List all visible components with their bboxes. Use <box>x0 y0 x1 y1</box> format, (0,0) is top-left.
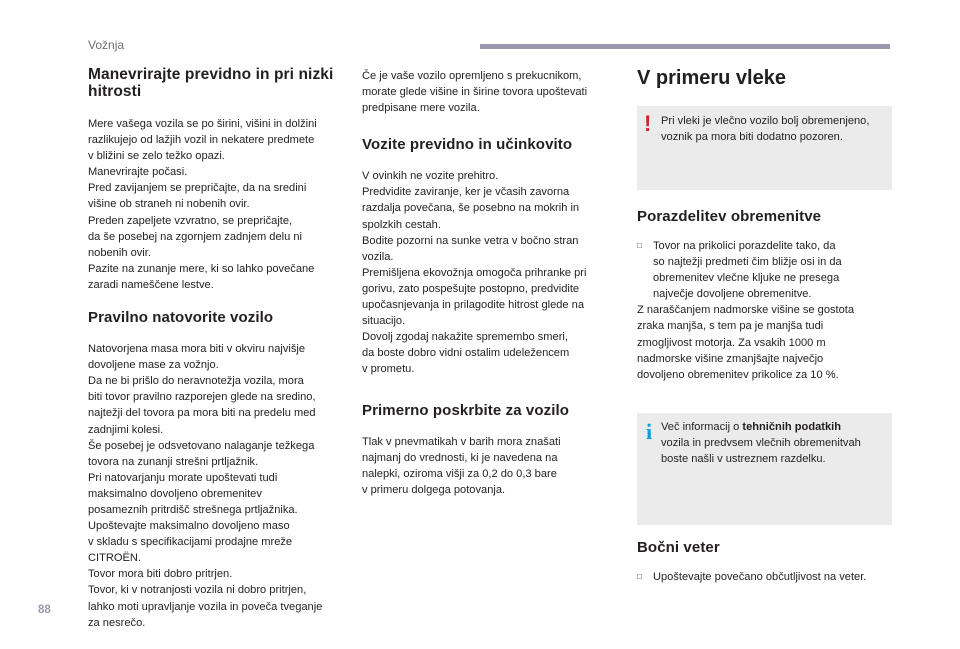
info-box <box>637 413 892 525</box>
list-item <box>637 238 892 302</box>
bullet-load-distribution: Tovor na prikolici porazdelite tako, da so najtežji predmeti čim bližje osi in da obremenitev vlečne kljuke ne presega največje dovoljene obremenitve. <box>653 240 842 301</box>
info-icon: i <box>646 418 653 444</box>
paragraph-drive-carefully: V ovinkih ne vozite prehitro. Predvidite zaviranje, ker je včasih zavorna razdalja povečana, še posebno na mokrih in spolzkih cestah. Bodite pozorni na sunke vetra v bočno stran vozila. Premišljena ekovožnja omogoča prihranke pri gorivu, zato pospešujte postopno, predvidite upočasnjevanja in prilagodite hitrost glede na situacijo. Dovolj zgodaj nakažite spremembo smeri, da boste dobro vidni ostalim udeležencem v prometu. <box>362 170 587 376</box>
page-title: V primeru vleke <box>637 67 786 89</box>
heading-drive-carefully: Vozite previdno in učinkovito <box>362 136 573 154</box>
page-number: 88 <box>38 604 51 616</box>
info-text <box>637 413 892 467</box>
paragraph-maneuver: Mere vašega vozila se po širini, višini in dolžini razlikujejo od lažjih vozil in nekatere predmete v bližini se zelo težko opazi. Manevrirajte počasi. Pred zavijanjem se prepričajte, da na sredini višine ob straneh ni nobenih ovir. Preden zapeljete vzvratno, se prepričajte, da še posebej na zgornjem zadnjem delu ni nobenih ovir. Pazite na zunanje mere, ki so lahko povečane zaradi nameščene lestve. <box>88 118 317 291</box>
heading-load-distribution: Porazdelitev obremenitve <box>637 208 822 225</box>
paragraph-tipper: Če je vaše vozilo opremljeno s prekucnikom, morate glede višine in širine tovora upoštevati predpisane mere vozila. <box>362 70 588 115</box>
heading-vehicle-care: Primerno poskrbite za vozilo <box>362 401 570 419</box>
warning-box <box>637 106 892 190</box>
info-text-start: Več informacij o <box>661 420 743 433</box>
header-accent-bar <box>480 44 890 49</box>
heading-crosswind: Bočni veter <box>637 538 720 556</box>
heading-loading: Pravilno natovorite vozilo <box>88 309 274 327</box>
section-label: Vožnja <box>88 38 125 52</box>
bullet-crosswind: Upoštevajte povečano občutljivost na veter. <box>653 570 867 583</box>
paragraph-vehicle-care: Tlak v pnevmatikah v barih mora znašati najmanj do vrednosti, ki je navedena na nalepki, oziroma višji za 0,2 do 0,3 bare v primeru dolgega potovanja. <box>362 435 561 496</box>
list-item <box>637 569 892 585</box>
exclamation-icon: ! <box>644 111 652 136</box>
paragraph-altitude: Z naraščanjem nadmorske višine se gostota zraka manjša, s tem pa je manjša tudi zmogljivost motorja. Za vsakih 1000 m nadmorske višine zmanjšajte največjo dovoljeno obremenitev prikolice za 10 %. <box>637 304 855 381</box>
heading-maneuver: Manevrirajte previdno in pri nizki hitrosti <box>88 66 334 100</box>
info-text-end: vozila in predvsem vlečnih obremenitvah boste našli v ustreznem razdelku. <box>661 436 861 466</box>
info-text-bold: tehničnih podatkih <box>742 420 841 433</box>
warning-text: Pri vleki je vlečno vozilo bolj obremenjeno, voznik pa mora biti dodatno pozoren. <box>661 115 870 144</box>
column-middle <box>362 68 612 498</box>
bullet-icon: □ <box>637 571 642 581</box>
paragraph-loading: Natovorjena masa mora biti v okviru najvišje dovoljene mase za vožnjo. Da ne bi prišlo do neravnotežja vozila, mora biti tovor pravilno razporejen glede na sredino, najtežji del tovora pa mora biti na predelu med zadnjimi kolesi. Še posebej je odsvetovano nalaganje težkega tovora na zunanji strešni prtljažnik. Pri natovarjanju morate upoštevati tudi maksimalno dovoljeno obremenitev posameznih pritrdišč strešnega prtljažnika. Upoštevajte maksimalno dovoljeno maso v skladu s specifikacijami prodajne mreže CITROËN. Tovor mora biti dobro pritrjen. Tovor, ki v notranjosti vozila ni dobro pritrjen, lahko moti upravljanje vozila in poveča tveganje za nesrečo. <box>88 343 323 629</box>
bullet-icon: □ <box>637 241 642 250</box>
column-left <box>88 66 343 631</box>
column-right <box>637 66 892 585</box>
